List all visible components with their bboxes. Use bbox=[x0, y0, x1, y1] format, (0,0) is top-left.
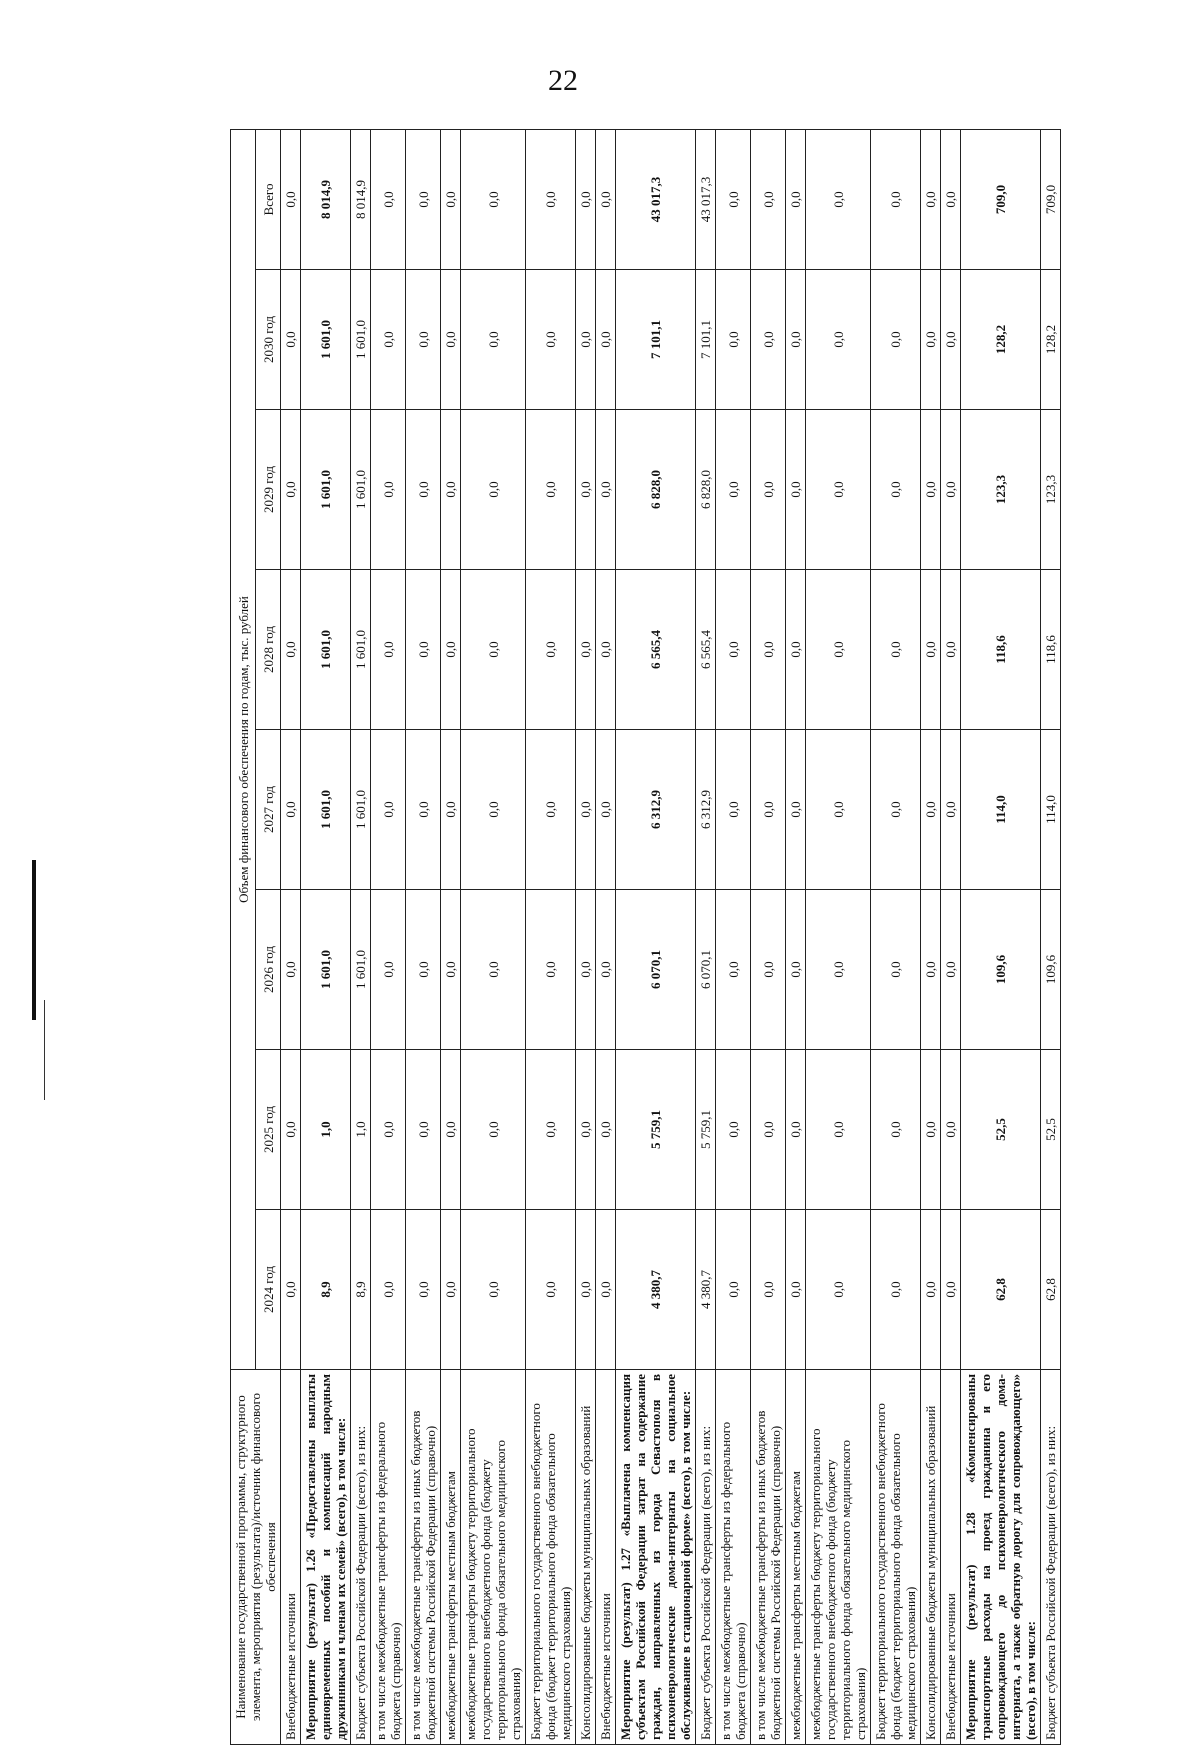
row-label: Мероприятие (результат) 1.27 «Выплачена компенсация субъектам Российской Федерации затрат на содержание граждан, направленных из города Севастополя в психоневрологические дома-интернаты на социальное обслуживание в стационарной форме» (всего), в том числе: bbox=[616, 1370, 696, 1745]
row-value: 8,9 bbox=[351, 1210, 371, 1370]
row-value: 0,0 bbox=[441, 270, 461, 410]
row-value: 0,0 bbox=[371, 730, 406, 890]
row-label: Внебюджетные источники bbox=[596, 1370, 616, 1745]
row-value: 0,0 bbox=[941, 270, 961, 410]
row-value: 0,0 bbox=[406, 270, 441, 410]
header-row-group bbox=[231, 129, 256, 1744]
header-year-2028: 2028 год bbox=[256, 570, 281, 730]
row-label: Консолидированные бюджеты муниципальных образований bbox=[576, 1370, 596, 1745]
row-value: 0,0 bbox=[941, 730, 961, 890]
row-value: 0,0 bbox=[371, 410, 406, 570]
financing-table bbox=[230, 129, 1061, 1745]
row-value: 0,0 bbox=[406, 730, 441, 890]
header-name-col: Наименование государственной программы, структурного элемента, мероприятия (результата)/источник финансового обеспечения bbox=[231, 1370, 281, 1745]
row-value: 0,0 bbox=[596, 270, 616, 410]
row-value: 0,0 bbox=[871, 1050, 921, 1210]
row-value: 0,0 bbox=[526, 890, 576, 1050]
row-value: 7 101,1 bbox=[696, 270, 716, 410]
row-value: 0,0 bbox=[716, 890, 751, 1050]
page-number: 22 bbox=[548, 64, 578, 97]
row-value: 62,8 bbox=[961, 1210, 1041, 1370]
row-value: 0,0 bbox=[441, 129, 461, 269]
row-value: 0,0 bbox=[596, 730, 616, 890]
row-value: 709,0 bbox=[961, 129, 1041, 269]
row-value: 1 601,0 bbox=[301, 890, 351, 1050]
row-value: 0,0 bbox=[941, 1210, 961, 1370]
row-value: 0,0 bbox=[461, 1050, 526, 1210]
row-value: 8 014,9 bbox=[301, 129, 351, 269]
row-value: 0,0 bbox=[526, 270, 576, 410]
row-value: 0,0 bbox=[371, 1050, 406, 1210]
row-value: 0,0 bbox=[461, 270, 526, 410]
row-label: Бюджет субъекта Российской Федерации (всего), из них: bbox=[1041, 1370, 1061, 1745]
row-value: 0,0 bbox=[441, 410, 461, 570]
row-value: 0,0 bbox=[806, 1050, 871, 1210]
table-row bbox=[616, 129, 696, 1744]
table-row bbox=[281, 129, 301, 1744]
row-value: 123,3 bbox=[961, 410, 1041, 570]
table-row bbox=[941, 129, 961, 1744]
row-value: 0,0 bbox=[716, 410, 751, 570]
row-value: 0,0 bbox=[526, 410, 576, 570]
row-value: 0,0 bbox=[751, 270, 786, 410]
row-value: 0,0 bbox=[281, 1050, 301, 1210]
row-value: 0,0 bbox=[806, 410, 871, 570]
row-label: Бюджет субъекта Российской Федерации (всего), из них: bbox=[351, 1370, 371, 1745]
header-year-2030: 2030 год bbox=[256, 270, 281, 410]
row-value: 0,0 bbox=[751, 129, 786, 269]
row-value: 0,0 bbox=[576, 890, 596, 1050]
row-value: 0,0 bbox=[406, 570, 441, 730]
row-value: 0,0 bbox=[371, 1210, 406, 1370]
row-value: 0,0 bbox=[441, 890, 461, 1050]
row-label: в том числе межбюджетные трансферты из федерального бюджета (справочно) bbox=[371, 1370, 406, 1745]
row-value: 0,0 bbox=[751, 410, 786, 570]
row-value: 0,0 bbox=[941, 1050, 961, 1210]
row-value: 0,0 bbox=[406, 129, 441, 269]
row-value: 0,0 bbox=[596, 410, 616, 570]
row-value: 0,0 bbox=[281, 890, 301, 1050]
row-value: 0,0 bbox=[281, 570, 301, 730]
table-container bbox=[230, 130, 1100, 1745]
row-value: 0,0 bbox=[941, 570, 961, 730]
table-row bbox=[301, 129, 351, 1744]
row-value: 0,0 bbox=[441, 570, 461, 730]
row-value: 1 601,0 bbox=[351, 730, 371, 890]
row-value: 0,0 bbox=[441, 1050, 461, 1210]
row-value: 0,0 bbox=[576, 730, 596, 890]
row-value: 123,3 bbox=[1041, 410, 1061, 570]
row-value: 0,0 bbox=[716, 570, 751, 730]
row-value: 118,6 bbox=[1041, 570, 1061, 730]
row-value: 0,0 bbox=[941, 410, 961, 570]
row-value: 0,0 bbox=[526, 570, 576, 730]
row-value: 0,0 bbox=[921, 129, 941, 269]
row-value: 0,0 bbox=[871, 410, 921, 570]
row-value: 1 601,0 bbox=[351, 270, 371, 410]
header-group: Объем финансового обеспечения по годам, тыс. рублей bbox=[231, 129, 256, 1369]
row-value: 0,0 bbox=[441, 730, 461, 890]
row-label: межбюджетные трансферты бюджету территориального государственного внебюджетного фонда (бюджету территориального фонда обязательного медицинского страхования) bbox=[461, 1370, 526, 1745]
row-value: 0,0 bbox=[716, 1050, 751, 1210]
row-value: 43 017,3 bbox=[696, 129, 716, 269]
table-row bbox=[806, 129, 871, 1744]
row-value: 1 601,0 bbox=[301, 730, 351, 890]
row-value: 6 828,0 bbox=[616, 410, 696, 570]
table-row bbox=[371, 129, 406, 1744]
row-value: 0,0 bbox=[921, 410, 941, 570]
header-year-2025: 2025 год bbox=[256, 1050, 281, 1210]
row-value: 0,0 bbox=[751, 890, 786, 1050]
row-value: 8 014,9 bbox=[351, 129, 371, 269]
row-value: 0,0 bbox=[576, 570, 596, 730]
row-value: 0,0 bbox=[461, 129, 526, 269]
row-value: 0,0 bbox=[871, 270, 921, 410]
header-year-2024: 2024 год bbox=[256, 1210, 281, 1370]
row-value: 0,0 bbox=[576, 1050, 596, 1210]
row-value: 0,0 bbox=[371, 570, 406, 730]
row-value: 0,0 bbox=[526, 1050, 576, 1210]
header-year-2029: 2029 год bbox=[256, 410, 281, 570]
row-value: 52,5 bbox=[1041, 1050, 1061, 1210]
table-row bbox=[696, 129, 716, 1744]
row-value: 5 759,1 bbox=[696, 1050, 716, 1210]
row-label: в том числе межбюджетные трансферты из федерального бюджета (справочно) bbox=[716, 1370, 751, 1745]
row-label: в том числе межбюджетные трансферты из иных бюджетов бюджетной системы Российской Федерации (справочно) bbox=[406, 1370, 441, 1745]
row-value: 0,0 bbox=[871, 890, 921, 1050]
row-value: 1 601,0 bbox=[301, 270, 351, 410]
table-body bbox=[281, 129, 1061, 1744]
row-value: 0,0 bbox=[806, 730, 871, 890]
row-value: 0,0 bbox=[751, 570, 786, 730]
row-label: межбюджетные трансферты местным бюджетам bbox=[441, 1370, 461, 1745]
row-value: 0,0 bbox=[281, 1210, 301, 1370]
row-value: 0,0 bbox=[806, 270, 871, 410]
row-value: 1,0 bbox=[351, 1050, 371, 1210]
row-label: Бюджет территориального государственного внебюджетного фонда (бюджет территориального фонда обязательного медицинского страхования) bbox=[526, 1370, 576, 1745]
row-value: 0,0 bbox=[596, 1210, 616, 1370]
row-value: 0,0 bbox=[941, 890, 961, 1050]
row-value: 0,0 bbox=[281, 730, 301, 890]
row-value: 0,0 bbox=[716, 730, 751, 890]
row-value: 7 101,1 bbox=[616, 270, 696, 410]
row-value: 0,0 bbox=[921, 270, 941, 410]
row-value: 6 312,9 bbox=[696, 730, 716, 890]
table-row bbox=[716, 129, 751, 1744]
row-value: 0,0 bbox=[406, 1210, 441, 1370]
row-value: 0,0 bbox=[526, 129, 576, 269]
row-label: Мероприятие (результат) 1.28 «Компенсированы транспортные расходы на проезд гражданина и его сопровождающего до психоневрологического дома-интерната, а также обратную дорогу для сопровождающего» (всего), в том числе: bbox=[961, 1370, 1041, 1745]
row-label: Внебюджетные источники bbox=[281, 1370, 301, 1745]
row-value: 0,0 bbox=[786, 730, 806, 890]
row-value: 4 380,7 bbox=[696, 1210, 716, 1370]
table-row bbox=[576, 129, 596, 1744]
row-value: 0,0 bbox=[526, 730, 576, 890]
row-value: 0,0 bbox=[871, 570, 921, 730]
row-value: 1 601,0 bbox=[301, 410, 351, 570]
row-value: 1 601,0 bbox=[351, 570, 371, 730]
table-row bbox=[1041, 129, 1061, 1744]
row-value: 0,0 bbox=[786, 890, 806, 1050]
row-value: 0,0 bbox=[526, 1210, 576, 1370]
table-row bbox=[406, 129, 441, 1744]
row-value: 0,0 bbox=[786, 129, 806, 269]
row-value: 128,2 bbox=[1041, 270, 1061, 410]
row-value: 0,0 bbox=[921, 890, 941, 1050]
row-value: 1 601,0 bbox=[351, 890, 371, 1050]
row-value: 0,0 bbox=[281, 270, 301, 410]
row-value: 109,6 bbox=[961, 890, 1041, 1050]
row-value: 0,0 bbox=[921, 1050, 941, 1210]
table-row bbox=[461, 129, 526, 1744]
margin-mark bbox=[32, 860, 36, 1020]
row-value: 0,0 bbox=[371, 270, 406, 410]
table-row bbox=[596, 129, 616, 1744]
row-value: 0,0 bbox=[786, 570, 806, 730]
table-row bbox=[351, 129, 371, 1744]
row-value: 0,0 bbox=[281, 410, 301, 570]
row-value: 1 601,0 bbox=[301, 570, 351, 730]
row-value: 0,0 bbox=[441, 1210, 461, 1370]
row-value: 1,0 bbox=[301, 1050, 351, 1210]
table-row bbox=[526, 129, 576, 1744]
row-label: Мероприятие (результат) 1.26 «Предоставлены выплаты единовременных пособий и компенсаций народным дружинникам и членам их семей» (всего), в том числе: bbox=[301, 1370, 351, 1745]
row-value: 0,0 bbox=[786, 270, 806, 410]
row-value: 0,0 bbox=[921, 570, 941, 730]
row-value: 5 759,1 bbox=[616, 1050, 696, 1210]
row-value: 0,0 bbox=[716, 1210, 751, 1370]
row-value: 0,0 bbox=[786, 1210, 806, 1370]
row-label: межбюджетные трансферты бюджету территориального государственного внебюджетного фонда (бюджету территориального фонда обязательного медицинского страхования) bbox=[806, 1370, 871, 1745]
row-value: 0,0 bbox=[461, 730, 526, 890]
margin-line bbox=[44, 1000, 45, 1100]
table-row bbox=[786, 129, 806, 1744]
row-label: в том числе межбюджетные трансферты из иных бюджетов бюджетной системы Российской Федерации (справочно) bbox=[751, 1370, 786, 1745]
row-value: 0,0 bbox=[871, 730, 921, 890]
row-value: 0,0 bbox=[281, 129, 301, 269]
row-value: 114,0 bbox=[961, 730, 1041, 890]
row-value: 8,9 bbox=[301, 1210, 351, 1370]
header-total: Всего bbox=[256, 129, 281, 269]
row-value: 0,0 bbox=[941, 129, 961, 269]
table-row bbox=[441, 129, 461, 1744]
row-value: 0,0 bbox=[806, 890, 871, 1050]
row-value: 0,0 bbox=[751, 1210, 786, 1370]
row-value: 0,0 bbox=[576, 129, 596, 269]
header-year-2026: 2026 год bbox=[256, 890, 281, 1050]
row-value: 4 380,7 bbox=[616, 1210, 696, 1370]
row-value: 0,0 bbox=[406, 890, 441, 1050]
row-value: 0,0 bbox=[921, 1210, 941, 1370]
row-value: 0,0 bbox=[751, 1050, 786, 1210]
row-value: 0,0 bbox=[596, 1050, 616, 1210]
row-value: 0,0 bbox=[806, 570, 871, 730]
table-row bbox=[871, 129, 921, 1744]
row-value: 0,0 bbox=[786, 410, 806, 570]
row-value: 0,0 bbox=[461, 1210, 526, 1370]
row-value: 6 070,1 bbox=[616, 890, 696, 1050]
row-value: 709,0 bbox=[1041, 129, 1061, 269]
row-value: 114,0 bbox=[1041, 730, 1061, 890]
header-year-2027: 2027 год bbox=[256, 730, 281, 890]
row-value: 6 565,4 bbox=[616, 570, 696, 730]
row-value: 0,0 bbox=[716, 129, 751, 269]
row-value: 0,0 bbox=[371, 890, 406, 1050]
row-value: 0,0 bbox=[576, 1210, 596, 1370]
row-value: 0,0 bbox=[461, 570, 526, 730]
row-value: 0,0 bbox=[716, 270, 751, 410]
row-value: 0,0 bbox=[921, 730, 941, 890]
row-value: 0,0 bbox=[596, 890, 616, 1050]
row-value: 43 017,3 bbox=[616, 129, 696, 269]
row-value: 0,0 bbox=[871, 129, 921, 269]
row-value: 0,0 bbox=[576, 270, 596, 410]
row-value: 118,6 bbox=[961, 570, 1041, 730]
row-value: 0,0 bbox=[406, 1050, 441, 1210]
row-label: Бюджет территориального государственного внебюджетного фонда (бюджет территориального фонда обязательного медицинского страхования) bbox=[871, 1370, 921, 1745]
row-value: 0,0 bbox=[596, 570, 616, 730]
row-value: 0,0 bbox=[751, 730, 786, 890]
row-label: межбюджетные трансферты местным бюджетам bbox=[786, 1370, 806, 1745]
row-value: 109,6 bbox=[1041, 890, 1061, 1050]
row-label: Консолидированные бюджеты муниципальных образований bbox=[921, 1370, 941, 1745]
table-row bbox=[961, 129, 1041, 1744]
row-value: 6 565,4 bbox=[696, 570, 716, 730]
row-value: 6 070,1 bbox=[696, 890, 716, 1050]
row-value: 0,0 bbox=[371, 129, 406, 269]
row-value: 62,8 bbox=[1041, 1210, 1061, 1370]
row-label: Бюджет субъекта Российской Федерации (всего), из них: bbox=[696, 1370, 716, 1745]
row-value: 0,0 bbox=[461, 410, 526, 570]
row-value: 52,5 bbox=[961, 1050, 1041, 1210]
row-value: 1 601,0 bbox=[351, 410, 371, 570]
row-value: 0,0 bbox=[461, 890, 526, 1050]
row-value: 0,0 bbox=[806, 129, 871, 269]
row-label: Внебюджетные источники bbox=[941, 1370, 961, 1745]
row-value: 0,0 bbox=[871, 1210, 921, 1370]
row-value: 0,0 bbox=[806, 1210, 871, 1370]
row-value: 0,0 bbox=[576, 410, 596, 570]
row-value: 0,0 bbox=[596, 129, 616, 269]
table-row bbox=[921, 129, 941, 1744]
row-value: 6 828,0 bbox=[696, 410, 716, 570]
row-value: 128,2 bbox=[961, 270, 1041, 410]
row-value: 0,0 bbox=[406, 410, 441, 570]
row-value: 6 312,9 bbox=[616, 730, 696, 890]
row-value: 0,0 bbox=[786, 1050, 806, 1210]
table-row bbox=[751, 129, 786, 1744]
